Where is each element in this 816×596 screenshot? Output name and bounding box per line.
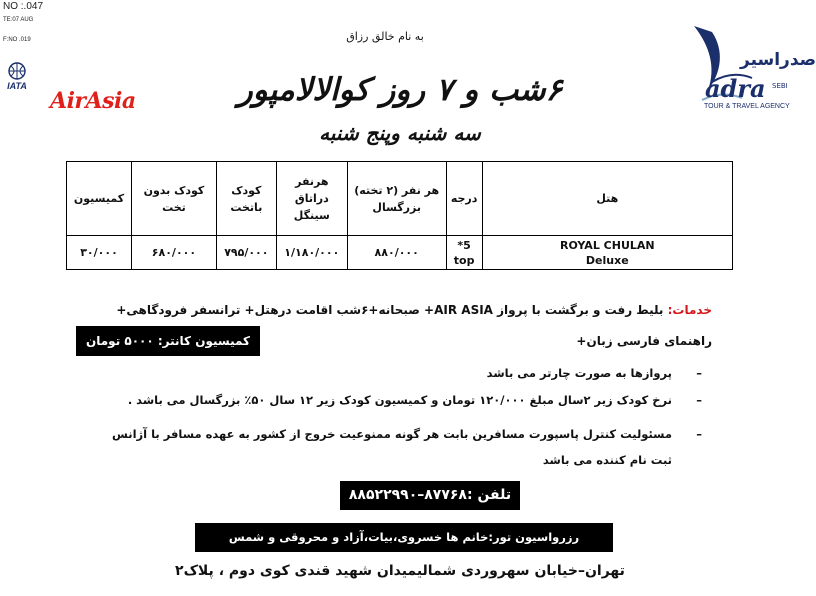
header-child-nobed: کودک بدون تخت (132, 162, 217, 236)
reservation-box: رزرواسیون تور:خانم ها خسروی،بیات،آزاد و محروقی و شمس (195, 523, 613, 552)
agency-name-latin: adra (705, 74, 766, 103)
list-item (90, 421, 702, 473)
header-child-bed: کودک باتخت (216, 162, 276, 236)
grade-stars: 5* (457, 238, 471, 252)
airasia-logo: AirAsia (50, 88, 136, 114)
header-hotel: هتل (482, 162, 732, 236)
address: تهران–خیابان سهروردی شمالیمیدان شهید قندی کوی دوم ، پلاک۲ (175, 563, 625, 579)
price-single: ۱/۱۸۰/۰۰۰ (276, 236, 347, 270)
price-commission: ۳۰/۰۰۰ (67, 236, 132, 270)
grade-cell (446, 236, 482, 270)
iata-logo (2, 60, 32, 92)
dash-bullet: – (696, 366, 702, 380)
counter-commission-box: کمیسیون کانتر: ۵۰۰۰ تومان (76, 326, 260, 356)
dash-bullet: – (696, 427, 702, 441)
hotel-name: ROYAL CHULAN (559, 238, 655, 252)
document-date: TE:07 AUG (3, 17, 34, 23)
note-text: پروازها به صورت چارتر می باشد (486, 366, 672, 380)
grade-sub: top (453, 253, 475, 267)
document-ref: F:NO .019 (3, 37, 31, 43)
document-number: NO :.047 (3, 1, 44, 12)
notes-list (90, 366, 702, 380)
note-text: نرخ کودک زیر ۲سال مبلغ ۱۲۰/۰۰۰ تومان و کمیسیون کودک زیر ۱۲ سال ۵۰٪ بزرگسال می باشد . (127, 393, 672, 407)
services-label: خدمات: (667, 303, 712, 317)
header-commission: کمیسیون (67, 162, 132, 236)
note-text: مسئولیت کنترل پاسپورت مسافرین بابت هر گونه ممنوعیت خروج از کشور به عهده مسافر با آژانس ثبت نام کننده می باشد (112, 427, 672, 467)
phone-box: تلفن :۸۷۷۶۸–۸۸۵۲۲۹۹۰ (340, 481, 520, 510)
agency-name-small: SEBI (772, 82, 788, 90)
header-grade: درجه (446, 162, 482, 236)
agency-name-persian: صدراسیر (740, 50, 816, 70)
agency-tagline: TOUR & TRAVEL AGENCY (704, 103, 790, 110)
invocation-text: به نام خالق رزاق (346, 30, 424, 43)
header-single: هرنفر دراتاق سینگل (276, 162, 347, 236)
hotel-cell (482, 236, 732, 270)
departure-days: سه شنبه وپنج شنبه (319, 121, 481, 145)
services-text: بلیط رفت و برگشت با پرواز AIR ASIA+ صبحانه+۶شب اقامت درهتل+ ترانسفر فرودگاهی+ راهنمای فارسی زبان+ (116, 303, 712, 348)
hotel-class: Deluxe (585, 253, 629, 267)
page-title: ۶شب و ۷ روز کوالالامپور (237, 72, 563, 108)
notes-list (90, 393, 702, 407)
dash-bullet: – (696, 393, 702, 407)
price-double: ۸۸۰/۰۰۰ (347, 236, 446, 270)
list-item (90, 366, 702, 380)
table-header-row (67, 162, 733, 236)
price-child-nobed: ۶۸۰/۰۰۰ (132, 236, 217, 270)
table-row (67, 236, 733, 270)
price-table (66, 161, 733, 270)
iata-label: IATA (7, 81, 27, 91)
header-double: هر نفر (۲ تخته) بزرگسال (347, 162, 446, 236)
notes-list (90, 421, 702, 473)
list-item (90, 393, 702, 407)
price-child-bed: ۷۹۵/۰۰۰ (216, 236, 276, 270)
